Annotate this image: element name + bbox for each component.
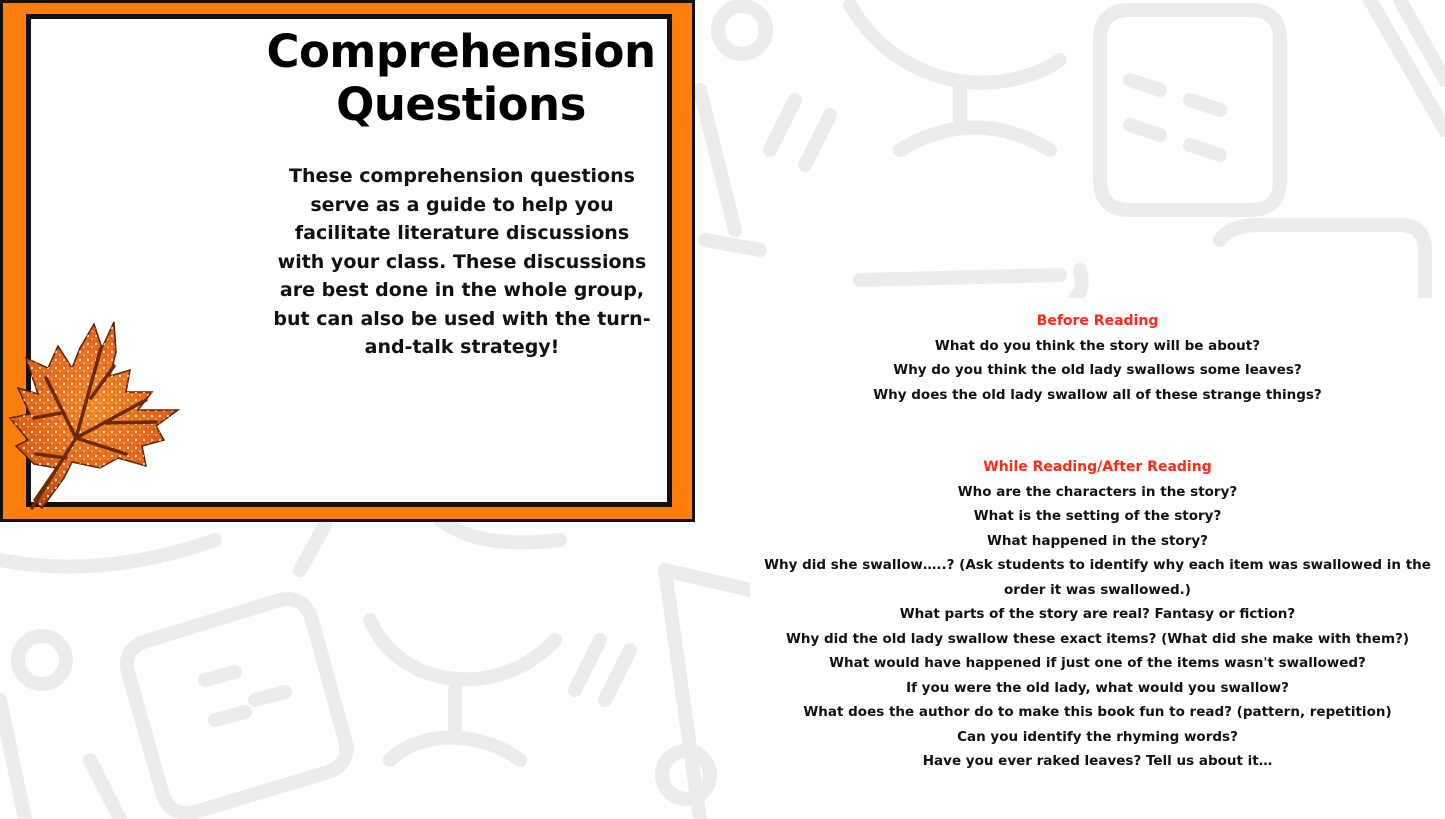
doodle-lines (575, 640, 630, 700)
question-item: What happened in the story? (986, 532, 1208, 549)
question-item: What does the author do to make this book fun to read? (pattern, repetition) (803, 704, 1392, 720)
question-item: Why did the old lady swallow these exact items? (What did she make with them?) (785, 630, 1410, 647)
question-item: Can you identify the rhyming words? (957, 728, 1238, 745)
question-item: What is the setting of the story? (973, 508, 1222, 524)
maple-leaf-icon (6, 318, 181, 514)
before-reading-section (750, 309, 1445, 407)
before-reading-heading: Before Reading (1036, 313, 1159, 329)
question-item: Have you ever raked leaves? Tell us about it… (922, 753, 1273, 769)
doodle-ruler (1370, 0, 1445, 130)
doodle-calculator (1100, 10, 1280, 210)
card-description: These comprehension questions serve as a guide to help you facilitate literature discussions with your class. These discussions are best done in the whole group, but can also be used with the turn-and-talk strategy! (273, 165, 651, 358)
doodle-ring (718, 6, 766, 54)
while-reading-heading: While Reading/After Reading (983, 459, 1212, 475)
question-item: Why did she swallow…..? (Ask students to identify why each item was swallowed in the order it was swallowed.) (764, 557, 1431, 598)
doodle-tablet (1220, 225, 1425, 298)
while-reading-section (750, 455, 1445, 774)
leaf-glitter (10, 322, 178, 508)
question-item: Who are the characters in the story? (957, 483, 1238, 500)
doodle-lines (770, 100, 830, 165)
doodle-globe (850, 5, 1060, 150)
question-item: Why do you think the old lady swallows some leaves? (893, 362, 1302, 378)
doodle-bar (860, 270, 1082, 298)
doodle-ring (18, 636, 66, 684)
question-item: What do you think the story will be about? (934, 337, 1261, 354)
question-item: If you were the old lady, what would you swallow? (906, 679, 1289, 696)
question-item: What would have happened if just one of the items wasn't swallowed? (829, 655, 1366, 671)
comprehension-card (0, 0, 695, 522)
questions-panel (750, 298, 1445, 819)
doodle-pencil (700, 90, 760, 250)
doodle-globe (370, 620, 555, 760)
card-title: Comprehension Questions (266, 25, 656, 131)
question-item: Why does the old lady swallow all of these strange things? (873, 386, 1322, 403)
doodle-arc (0, 520, 560, 570)
question-item: What parts of the story are real? Fantasy or fiction? (899, 606, 1296, 622)
doodle-calculator (127, 599, 346, 813)
doodle-slant (0, 700, 120, 819)
